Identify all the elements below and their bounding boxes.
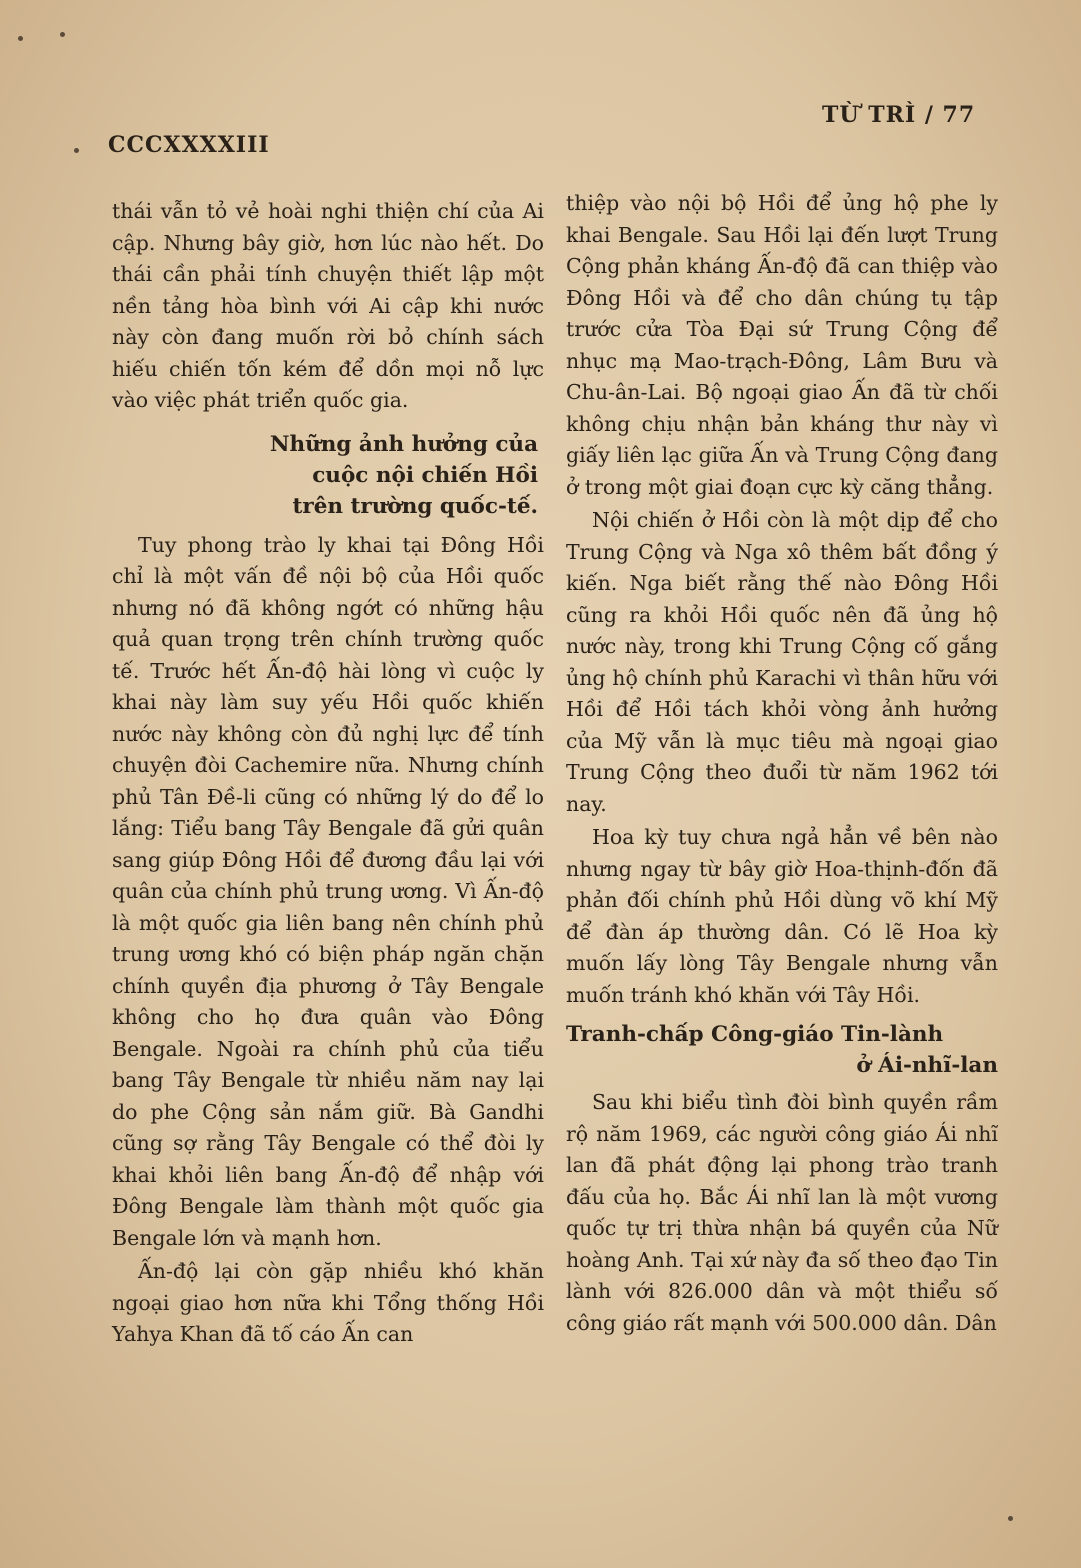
page-header-left: CCCXXXXIII bbox=[108, 132, 270, 158]
left-column bbox=[112, 196, 544, 1351]
ink-speck bbox=[74, 148, 79, 153]
heading-line: ở Ái-nhĩ-lan bbox=[856, 1053, 998, 1078]
paragraph: Tuy phong trào ly khai tại Đông Hồi chỉ là một vấn đề nội bộ của Hồi quốc nhưng nó đã không ngớt có những hậu quả quan trọng trên chính trường quốc tế. Trước hết Ấn-độ hài lòng vì cuộc ly khai này làm suy yếu Hồi quốc khiến nước này không còn đủ nghị lực để tính chuyện đòi Cachemire nữa. Nhưng chính phủ Tân Đề-li cũng có những lý do để lo lắng: Tiểu bang Tây Bengale đã gửi quân sang giúp Đông Hồi để đương đầu lại với quân của chính phủ trung ương. Vì Ấn-độ là một quốc gia liên bang nên chính phủ trung ương khó có biện pháp ngăn chặn chính quyền địa phương ở Tây Bengale không cho họ đưa quân vào Đông Bengale. Ngoài ra chính phủ của tiểu bang Tây Bengale từ nhiều năm nay lại do phe Cộng sản nắm giữ. Bà Gandhi cũng sợ rằng Tây Bengale có thể đòi ly khai khỏi liên bang Ấn-độ để nhập với Đông Bengale làm thành một quốc gia Bengale lớn và mạnh hơn. bbox=[112, 532, 544, 1250]
ink-speck bbox=[1008, 1516, 1013, 1521]
heading-line: Tranh-chấp Công-giáo Tin-lành bbox=[566, 1022, 944, 1047]
heading-line: cuộc nội chiến Hồi bbox=[312, 462, 538, 488]
page-header-right: TỪ TRÌ / 77 bbox=[822, 102, 976, 128]
paragraph: Sau khi biểu tình đòi bình quyền rầm rộ năm 1969, các người công giáo Ái nhĩ lan đã phát động lại phong trào tranh đấu của họ. Bắc Ái nhĩ lan là một vương quốc tự trị thừa nhận bá quyền của Nữ hoàng Anh. Tại xứ này đa số theo đạo Tin lành với 826.000 dân và một thiểu số công giáo rất mạnh với 500.000 dân. Dân bbox=[566, 1090, 998, 1335]
section-heading bbox=[112, 429, 538, 522]
ink-speck bbox=[18, 36, 23, 41]
paragraph: Hoa kỳ tuy chưa ngả hẳn về bên nào nhưng ngay từ bây giờ Hoa-thịnh-đốn đã phản đối chính phủ Hồi dùng võ khí Mỹ để đàn áp thường dân. Có lẽ Hoa kỳ muốn lấy lòng Tây Bengale nhưng vẫn muốn tránh khó khăn với Tây Hồi. bbox=[566, 825, 998, 1007]
right-column bbox=[566, 188, 998, 1339]
heading-line: trên trường quốc-tế. bbox=[292, 493, 538, 519]
paragraph: thái vẫn tỏ vẻ hoài nghi thiện chí của Ai cập. Nhưng bây giờ, hơn lúc nào hết. Do thái cần phải tính chuyện thiết lập một nền tảng hòa bình với Ai cập khi nước này còn đang muốn rời bỏ chính sách hiếu chiến tốn kém để dồn mọi nỗ lực vào việc phát triển quốc gia. bbox=[112, 199, 544, 412]
section-heading bbox=[566, 1019, 998, 1081]
paragraph: Nội chiến ở Hồi còn là một dịp để cho Trung Cộng và Nga xô thêm bất đồng ý kiến. Nga biết rằng thế nào Đông Hồi cũng ra khỏi Hồi quốc nên đã ủng hộ nước này, trong khi Trung Cộng cố gắng ủng hộ chính phủ Karachi vì thân hữu với Hồi để Hồi tách khỏi vòng ảnh hưởng của Mỹ vẫn là mục tiêu mà ngoại giao Trung Cộng theo đuổi từ năm 1962 tới nay. bbox=[566, 508, 998, 816]
paragraph: thiệp vào nội bộ Hồi để ủng hộ phe ly khai Bengale. Sau Hồi lại đến lượt Trung Cộng phản kháng Ấn-độ đã can thiệp vào Đông Hồi và để cho dân chúng tụ tập trước cửa Tòa Đại sứ Trung Cộng để nhục mạ Mao-trạch-Đông, Lâm Bưu và Chu-ân-Lai. Bộ ngoại giao Ấn đã từ chối không chịu nhận bản kháng thư này vì giấy liên lạc giữa Ấn và Trung Cộng đang ở trong một giai đoạn cực kỳ căng thẳng. bbox=[566, 191, 998, 499]
paragraph: Ấn-độ lại còn gặp nhiều khó khăn ngoại giao hơn nữa khi Tổng thống Hồi Yahya Khan đã tố cáo Ấn can bbox=[112, 1259, 544, 1346]
heading-line: Những ảnh hưởng của bbox=[269, 431, 538, 457]
ink-speck bbox=[60, 32, 65, 37]
